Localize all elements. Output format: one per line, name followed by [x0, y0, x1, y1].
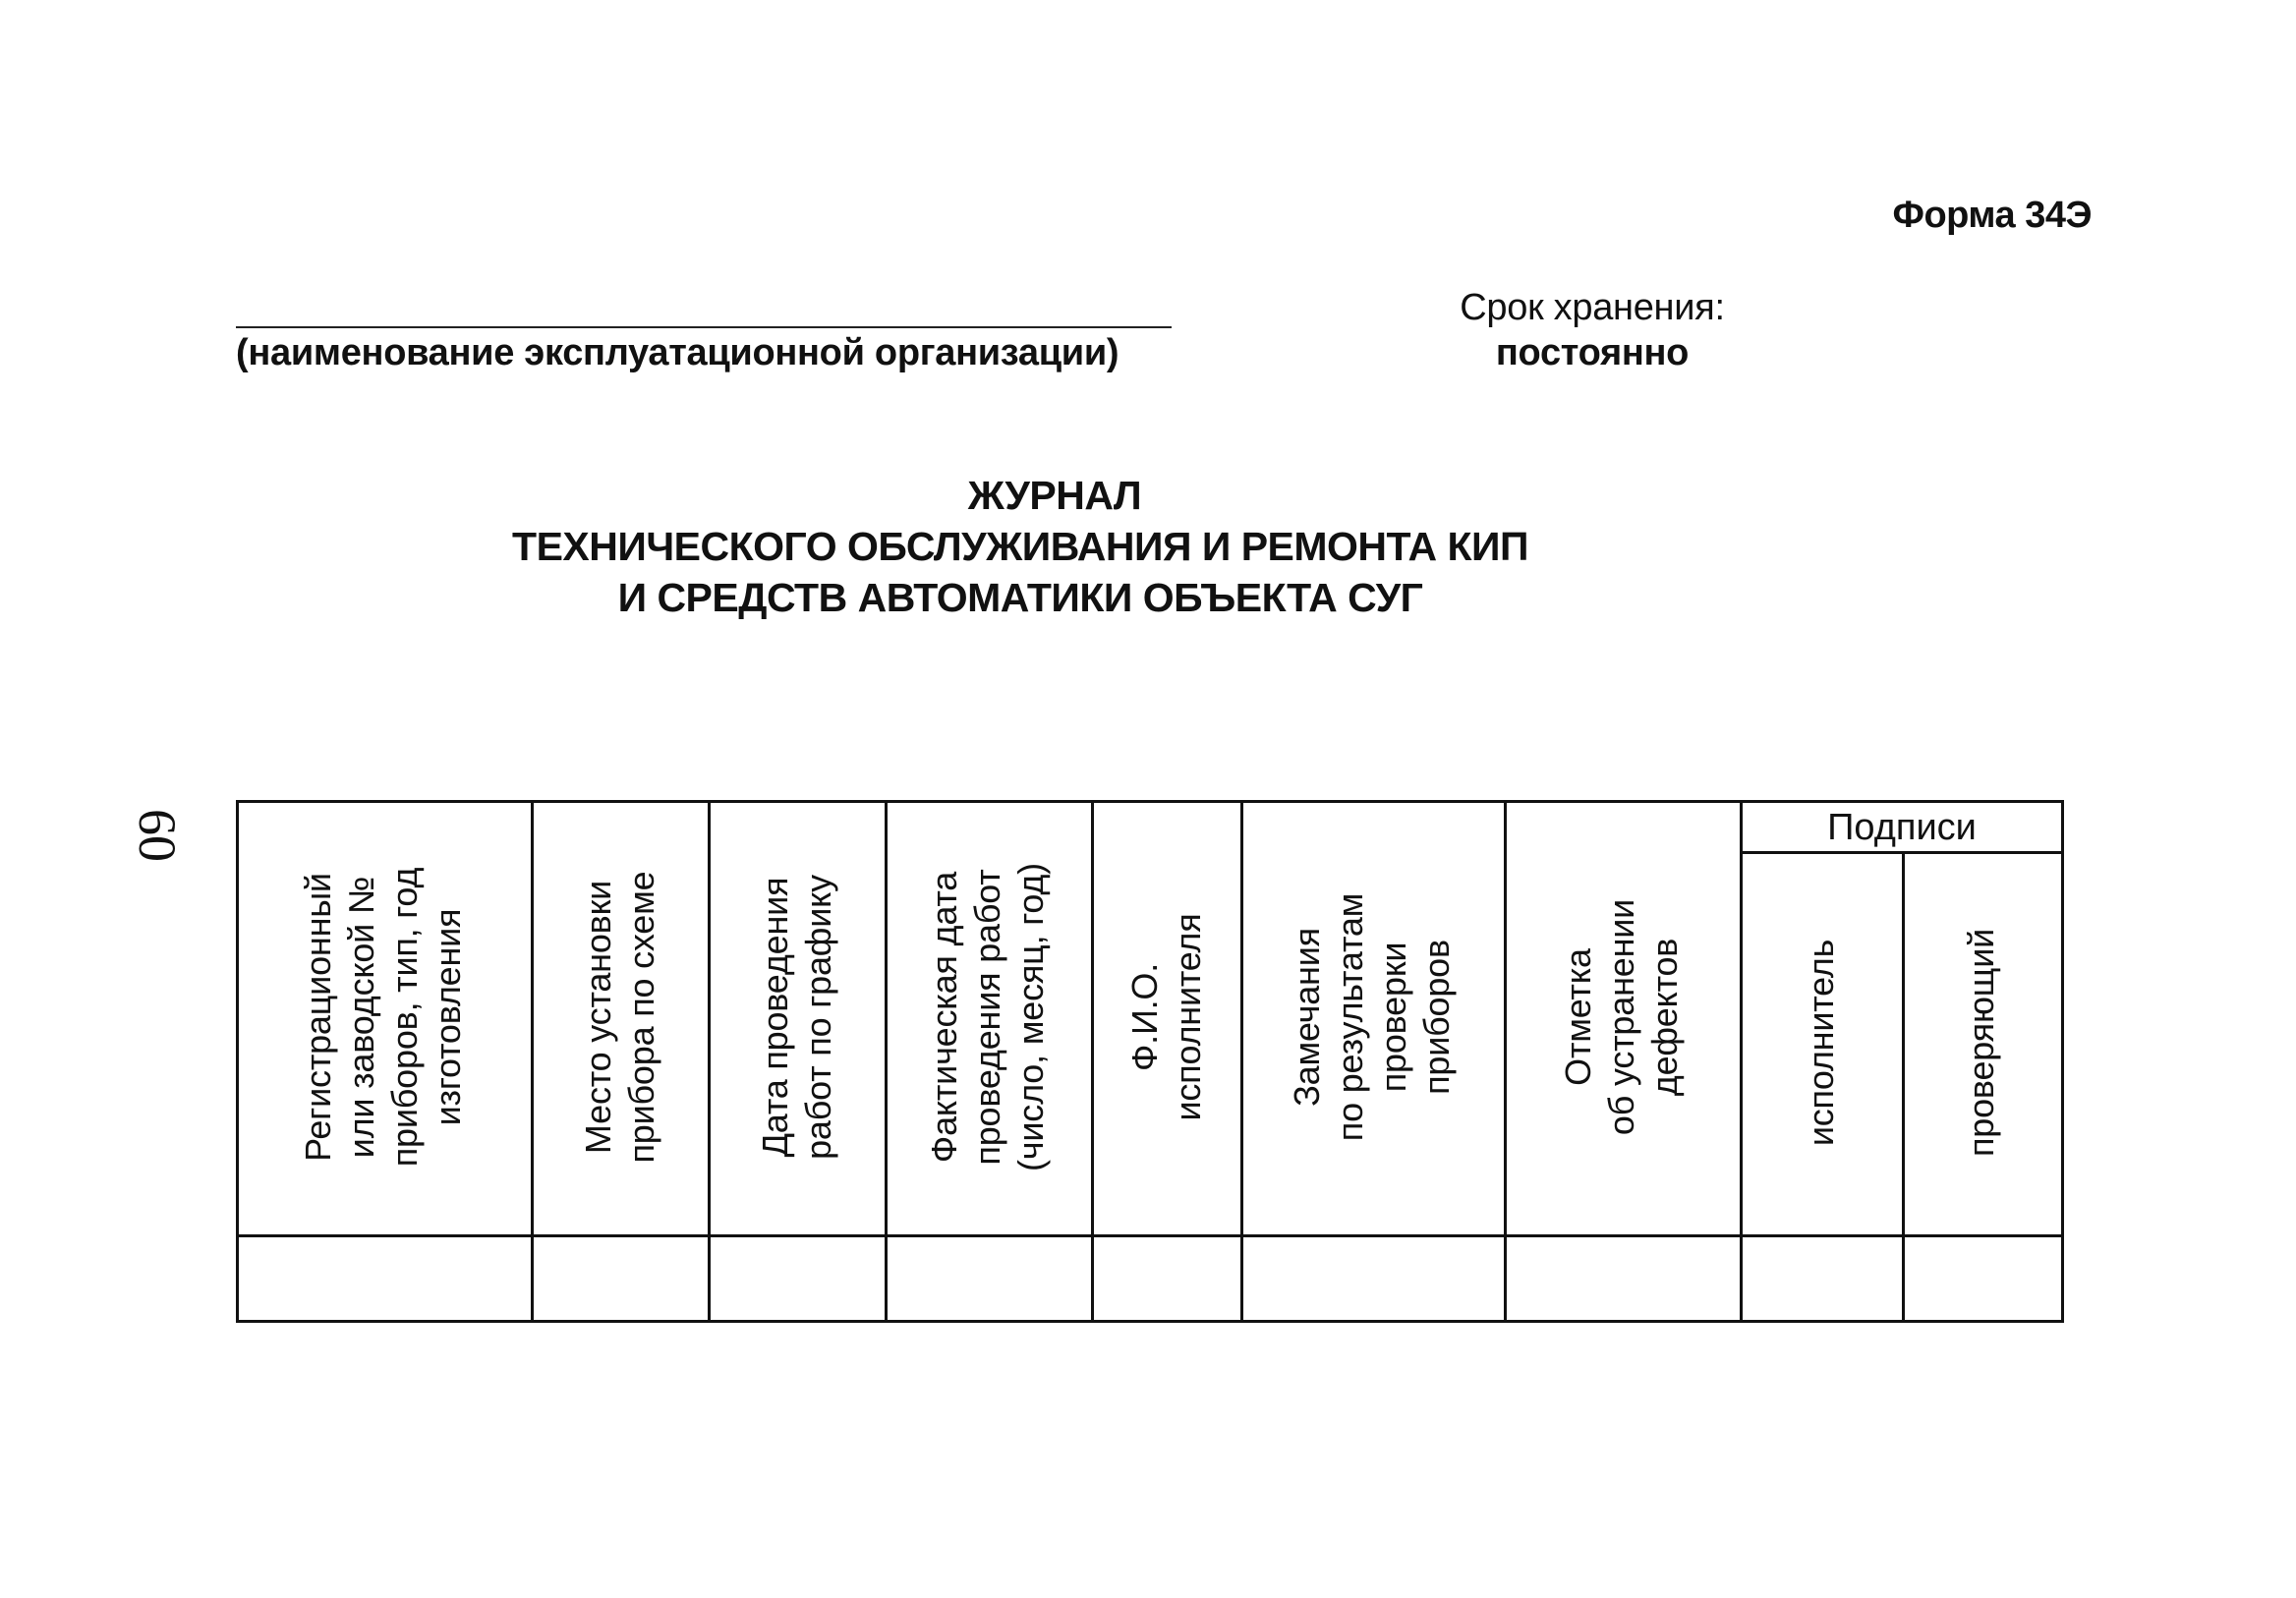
table-right-border [2061, 800, 2064, 1323]
column-header-2: Место установки прибора по схеме [578, 871, 661, 1164]
form-number: Форма 34Э [1892, 195, 2092, 236]
journal-title [0, 470, 2296, 623]
column-header-1: Регистрационный или заводской № приборов, тип, год изготовления [298, 867, 468, 1168]
organization-caption: (наименование эксплуатационной организации) [236, 332, 1119, 373]
table-bottom-border [236, 1320, 2064, 1323]
column-header-5: Ф.И.О. исполнителя [1124, 913, 1208, 1121]
title-line-1: ЖУРНАЛ [967, 473, 1142, 518]
column-header-6: Замечания по результатам проверки приборов [1287, 892, 1457, 1142]
page-number: 60 [128, 809, 187, 862]
organization-block [236, 295, 1172, 374]
signatures-group-header: Подписи [1827, 807, 1977, 848]
storage-value: постоянно [1495, 332, 1690, 373]
table-row [239, 1237, 2061, 1320]
title-line-2: ТЕХНИЧЕСКОГО ОБСЛУЖИВАНИЯ И РЕМОНТА КИП [512, 524, 1528, 569]
column-header-7: Отметка об устранении дефектов [1558, 898, 1685, 1136]
signature-column-executor: исполнитель [1801, 939, 1841, 1147]
journal-table [236, 800, 2064, 1323]
signature-column-inspector: проверяющий [1961, 928, 2001, 1158]
storage-label: Срок хранения: [1460, 287, 1725, 328]
column-header-4: Фактическая дата проведения работ (число, месяц, год) [924, 863, 1051, 1171]
title-line-3: И СРЕДСТВ АВТОМАТИКИ ОБЪЕКТА СУГ [617, 575, 1423, 620]
organization-name-line [236, 326, 1172, 328]
storage-period [1415, 285, 1769, 375]
column-header-3: Дата проведения работ по графику [755, 875, 838, 1160]
